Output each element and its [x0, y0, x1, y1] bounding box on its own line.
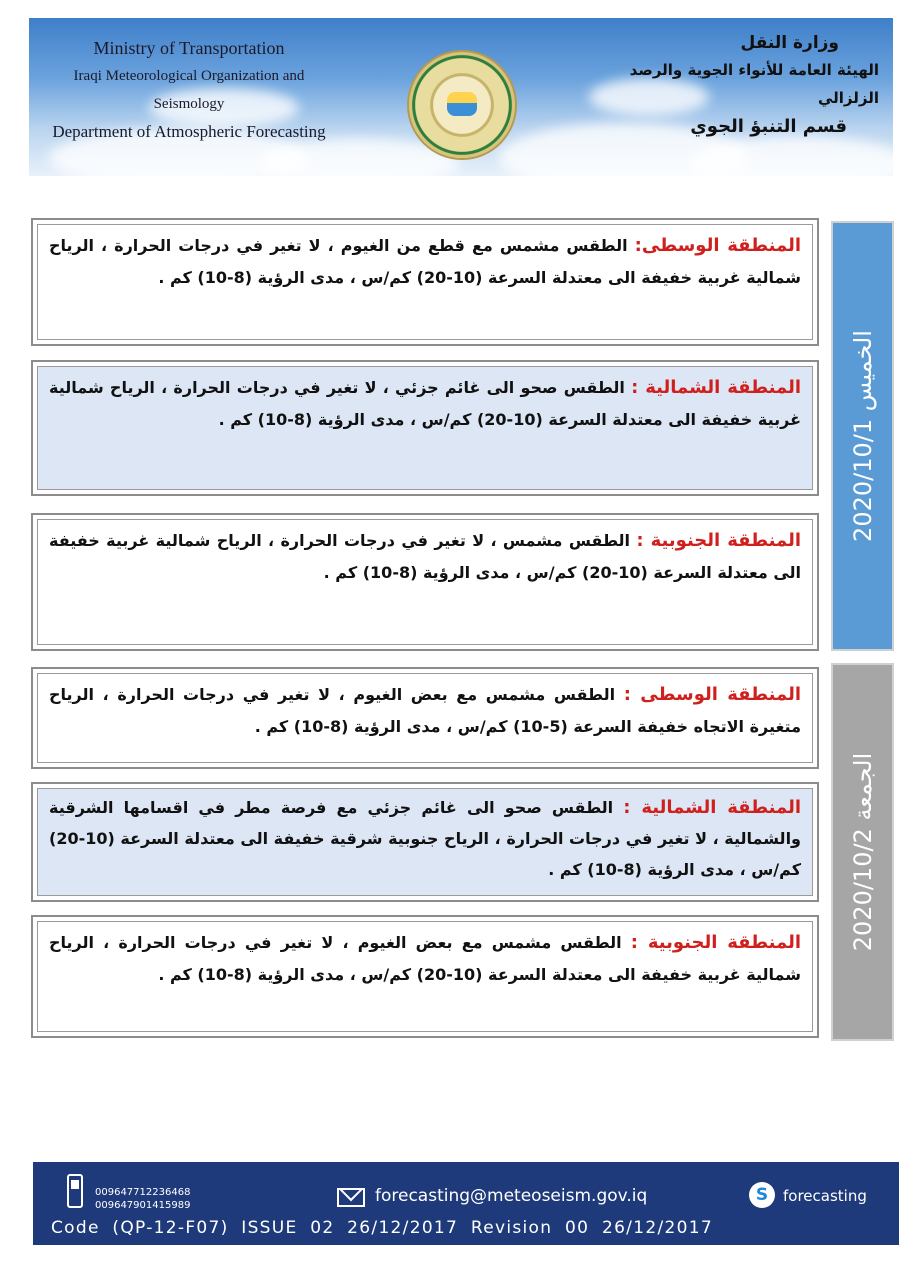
region-forecast: الطقس مشمس مع قطع من الغيوم ، لا تغير في درجات الحرارة ، الرياح شمالية غربية خفيفة الى معتدلة السرعة (10-20) كم/س ، مدى الرؤية (8-10) كم .: [49, 236, 801, 287]
organization-name-ar: الهيئة العامة للأنواء الجوية والرصد الزلزالي: [629, 61, 879, 107]
region-label: المنطقة الوسطى:: [634, 235, 801, 256]
day2-date-label: الجمعة 2020/10/2: [848, 752, 877, 952]
sun-cloud-icon: [447, 92, 477, 116]
phone-number: 009647901415989: [95, 1200, 191, 1211]
header-english-text: [39, 34, 339, 146]
email-address[interactable]: forecasting@meteoseism.gov.iq: [375, 1186, 648, 1206]
region-label: المنطقة الشمالية :: [623, 797, 802, 818]
department-name-en: Department of Atmospheric Forecasting: [52, 122, 326, 141]
forecast-box-day2-central: [31, 667, 819, 769]
footer-bar: [33, 1162, 899, 1245]
forecast-text: [33, 515, 817, 589]
forecast-box-day1-north: [31, 360, 819, 496]
forecast-box-day2-north: [31, 782, 819, 902]
forecast-box-day1-central: [31, 218, 819, 346]
region-label: المنطقة الوسطى :: [623, 684, 801, 705]
ministry-name-ar: وزارة النقل: [740, 33, 839, 53]
day2-date-band: [831, 663, 894, 1041]
region-label: المنطقة الجنوبية :: [630, 932, 801, 953]
document-code: Code (QP-12-F07) ISSUE 02 26/12/2017 Revision 00 26/12/2017: [51, 1218, 713, 1238]
organization-logo: [409, 52, 515, 158]
region-forecast: الطقس مشمس ، لا تغير في درجات الحرارة ، الرياح شمالية غربية خفيفة الى معتدلة السرعة (10-20) كم/س ، مدى الرؤية (8-10) كم .: [49, 531, 801, 582]
forecast-text: [33, 220, 817, 294]
phone-number: 009647712236468: [95, 1187, 191, 1198]
region-forecast: الطقس صحو الى غائم جزئي مع فرصة مطر في اقسامها الشرقية والشمالية ، لا تغير في درجات الحرارة ، الرياح جنوبية شرقية خفيفة الى معتدلة السرعة (10-20) كم/س ، مدى الرؤية (8-10) كم .: [49, 798, 801, 879]
forecast-box-day2-south: [31, 915, 819, 1038]
header-banner: [29, 18, 893, 176]
mail-icon: [337, 1188, 365, 1207]
region-label: المنطقة الشمالية :: [631, 377, 801, 398]
phone-numbers: [95, 1186, 190, 1212]
forecast-box-day1-south: [31, 513, 819, 651]
day1-date-band: [831, 221, 894, 651]
region-label: المنطقة الجنوبية :: [636, 530, 801, 551]
ministry-name-en: Ministry of Transportation: [93, 38, 285, 58]
phone-icon: [67, 1174, 83, 1208]
skype-handle[interactable]: forecasting: [783, 1187, 867, 1205]
day1-date-label: الخميس 2020/10/1: [848, 330, 877, 542]
forecast-text: [33, 784, 817, 885]
region-forecast: الطقس مشمس مع بعض الغيوم ، لا تغير في درجات الحرارة ، الرياح شمالية غربية خفيفة الى معتدلة السرعة (10-20) كم/س ، مدى الرؤية (8-10) كم .: [49, 933, 801, 984]
forecast-text: [33, 917, 817, 991]
forecast-text: [33, 362, 817, 436]
skype-icon: S: [749, 1182, 775, 1208]
region-forecast: الطقس صحو الى غائم جزئي ، لا تغير في درجات الحرارة ، الرياح شمالية غربية خفيفة الى معتدلة السرعة (10-20) كم/س ، مدى الرؤية (8-10) كم .: [49, 378, 801, 429]
department-name-ar: قسم التنبؤ الجوي: [690, 116, 847, 137]
header-arabic-text: [619, 30, 879, 142]
region-forecast: الطقس مشمس مع بعض الغيوم ، لا تغير في درجات الحرارة ، الرياح متغيرة الاتجاه خفيفة السرعة (5-10) كم/س ، مدى الرؤية (8-10) كم .: [49, 685, 801, 736]
forecast-text: [33, 669, 817, 743]
organization-name-en: Iraqi Meteorological Organization and Seismology: [73, 68, 305, 112]
